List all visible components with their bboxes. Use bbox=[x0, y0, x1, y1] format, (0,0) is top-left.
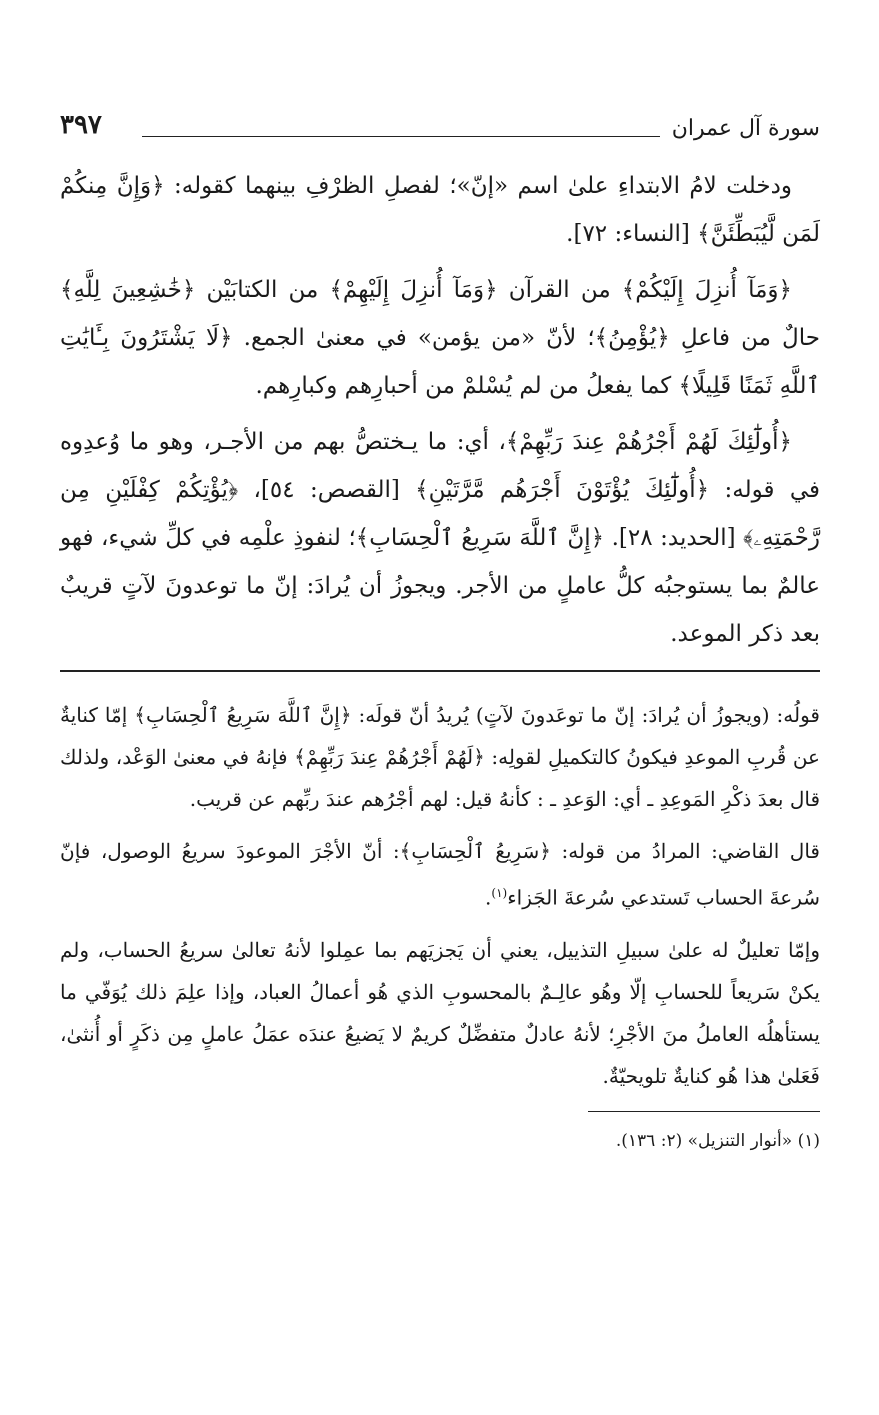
footnote-divider bbox=[588, 1111, 820, 1112]
main-paragraph-1: ودخلت لامُ الابتداءِ علىٰ اسم «إنّ»؛ لفصلِ الظرْفِ بينهما كقوله: ﴿وَإِنَّ مِنكُمْ لَمَن لَّيُبَطِّئَنَّ﴾ [النساء: ٧٢]. bbox=[60, 173, 820, 247]
document-page bbox=[60, 110, 820, 1156]
main-paragraph-2: ﴿وَمَآ أُنزِلَ إِلَيْكُمْ﴾ من القرآن ﴿وَمَآ أُنزِلَ إِلَيْهِمْ﴾ من الكتابَيْن ﴿خَٰشِعِينَ لِلَّهِ﴾ حالٌ من فاعلِ ﴿يُؤْمِنُ﴾؛ لأنّ «من يؤمن» في معنىٰ الجمع. ﴿لَا يَشْتَرُونَ بِـَٔايَٰتِ ٱللَّهِ ثَمَنًا قَلِيلًا﴾ كما يفعلُ من لم يُسْلمْ من أحبارِهم وكبارِهم. bbox=[60, 277, 820, 399]
surah-title: سورة آل عمران bbox=[671, 116, 820, 141]
footnote-1: (١) «أنوار التنزيل» (٢: ١٣٦). bbox=[615, 1130, 820, 1151]
section-divider bbox=[60, 670, 820, 672]
main-text bbox=[60, 162, 820, 658]
main-paragraph-3: ﴿أُولَٰٓئِكَ لَهُمْ أَجْرُهُمْ عِندَ رَبِّهِمْ﴾، أي: ما يـختصُّ بهم من الأجـر، وهو ما وُعدِوه في قوله: ﴿أُولَٰٓئِكَ يُؤْتَوْنَ أَجْرَهُم مَّرَّتَيْنِ﴾ [القصص: ٥٤]، ﴿يُؤْتِكُمْ كِفْلَيْنِ مِن رَّحْمَتِهِۦ﴾ [الحديد: ٢٨]. ﴿إِنَّ ٱللَّهَ سَرِيعُ ٱلْحِسَابِ﴾؛ لنفوذِ علْمِه في كلِّ شيء، فهو عالمٌ بما يستوجبُه كلُّ عاملٍ من الأجر. ويجوزُ أن يُرادَ: إنّ ما توعدونَ لآتٍ قريبٌ بعد ذكر الموعد. bbox=[60, 429, 820, 647]
page-number: ٣٩٧ bbox=[60, 110, 102, 140]
footnotes bbox=[60, 1126, 820, 1156]
commentary-paragraph-2: قال القاضي: المرادُ من قوله: ﴿سَرِيعُ ٱلْحِسَابِ﴾: أنّ الأجْرَ الموعودَ سريعُ الوصول، فإنّ سُرعةَ الحساب تَستدعي سُرعةَ الجَزاء$^{(١)}$. bbox=[60, 839, 820, 910]
header-rule bbox=[142, 136, 660, 137]
commentary-paragraph-3: وإمّا تعليلٌ له علىٰ سبيلِ التذييل، يعني أن يَجزيَهم بما عمِلوا لأنهُ تعالىٰ سريعُ الحساب، ولم يكنْ سَريعاً للحسابِ إلّا وهُو عالِـمٌ بالمحسوبِ الذي هُو أعمالُ العباد، وإذا علِمَ ذلك يُوَفّي ما يستأهلُه العاملُ منَ الأجْرِ؛ لأنهُ عادلٌ متفضِّلٌ كريمٌ لا يَضيعُ عندَه عمَلُ عاملٍ مِن ذكَرٍ أو أُنثىٰ، فَعَلىٰ هذا هُو كنايةٌ تلويحيّةٌ. bbox=[60, 937, 820, 1088]
commentary bbox=[60, 694, 820, 1097]
footnote-ref[interactable]: (١) bbox=[491, 886, 508, 900]
commentary-paragraph-1: قولُه: (ويجوزُ أن يُرادَ: إنّ ما توعَدونَ لآتٍ) يُريدُ أنّ قولَه: ﴿إِنَّ ٱللَّهَ سَرِيعُ ٱلْحِسَابِ﴾ إمّا كنايةٌ عن قُربِ الموعدِ فيكونُ كالتكميلِ لقولِه: ﴿لَهُمْ أَجْرُهُمْ عِندَ رَبِّهِمْ﴾ فإنهُ في معنىٰ الوَعْد، ولذلك قال بعدَ ذكْرِ المَوعِدِ ـ أي: الوَعدِ ـ : كأنهُ قيل: لهم أجْرُهم عندَ ربِّهم عن قريب. bbox=[60, 703, 820, 811]
page-header bbox=[60, 110, 820, 162]
